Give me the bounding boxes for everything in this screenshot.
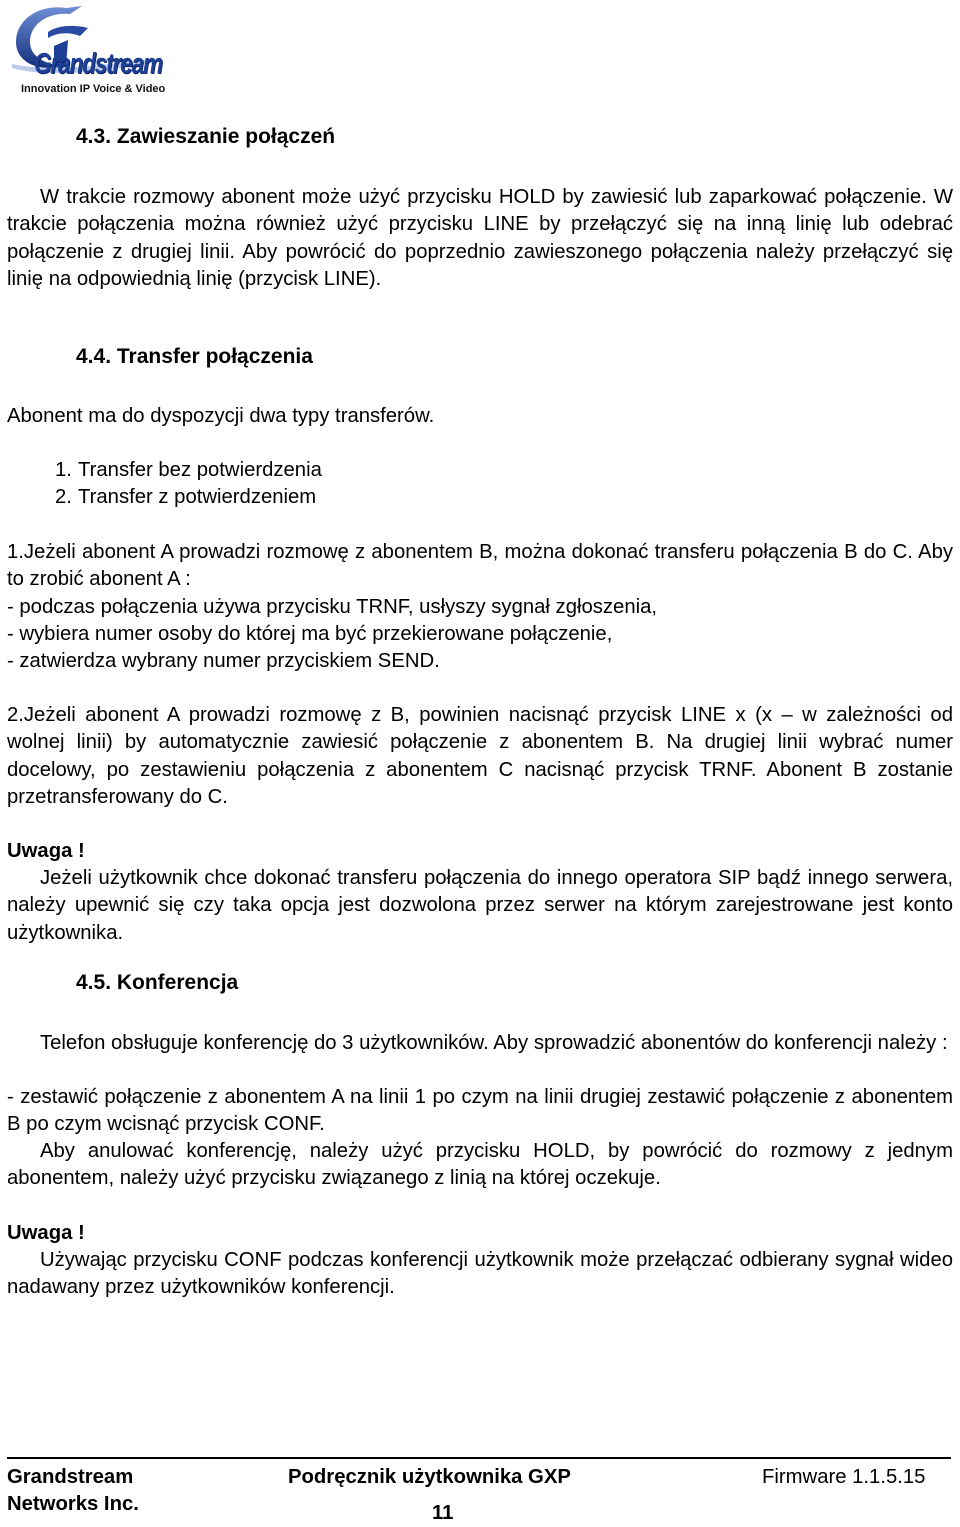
transfer-case-1: 1.Jeżeli abonent A prowadzi rozmowę z abonentem B, można dokonać transferu połączenia B do C. Aby to zrobić abonent A : - podczas połączenia używa przycisku TRNF, usłyszy sygnał zgłoszenia, - wybiera numer osoby do której ma być przekierowane połączenie, - zatwierdza wybrany numer przyciskiem SEND. [7, 541, 953, 673]
note-text-conference: Używając przycisku CONF podczas konferencji użytkownik może przełączać odbierany sygnał wideo nadawany przez użytkowników konferencji. [7, 1249, 953, 1299]
step: - wybiera numer osoby do której ma być przekierowane połączenie, [7, 622, 613, 645]
step: - podczas połączenia używa przycisku TRNF, usłyszy sygnał zgłoszenia, [7, 595, 658, 618]
note-text-transfer: Jeżeli użytkownik chce dokonać transferu połączenia do innego operatora SIP bądź innego serwera, należy upewnić się czy taka opcja jest dozwolona przez serwer na którym zarejestrowane jest konto użytkownika. [7, 867, 953, 944]
paragraph-hold: W trakcie rozmowy abonent może użyć przycisku HOLD by zawiesić lub zaparkować połączenie. W trakcie połączenia można również użyć przycisku LINE by przełączyć się na inną linię lub odebrać połączenie z drugiej linii. Aby powrócić do poprzednio zawieszonego połączenia należy przełączyć się linię na odpowiednią linię (przycisk LINE). [7, 186, 953, 290]
page-number: 11 [432, 1502, 454, 1524]
list-item: 1. Transfer bez potwierdzenia [55, 459, 322, 481]
logo-wordmark: Grandstream [34, 48, 162, 80]
conference-paragraph-3: Aby anulować konferencję, należy użyć przycisku HOLD, by powrócić do rozmowy z jednym abonentem, należy użyć przycisku związanego z linią na której oczekuje. [7, 1140, 953, 1190]
footer-divider [7, 1457, 951, 1459]
note-label-transfer: Uwaga ! [7, 840, 85, 862]
footer-company-line2: Networks Inc. [7, 1493, 139, 1515]
footer-title: Podręcznik użytkownika GXP [288, 1466, 571, 1488]
transfer-types-list [7, 457, 322, 512]
footer-firmware: Firmware 1.1.5.15 [762, 1466, 926, 1488]
logo-tagline: Innovation IP Voice & Video [21, 83, 166, 95]
heading-4-5: 4.5. Konferencja [76, 971, 239, 994]
page-header [0, 0, 960, 100]
grandstream-logo [8, 2, 166, 95]
conference-paragraph-2: - zestawić połączenie z abonentem A na linii 1 po czym na linii drugiej zestawić połączenie z abonentem B po czym wcisnąć przycisk CONF. [7, 1086, 953, 1136]
heading-4-4: 4.4. Transfer połączenia [76, 345, 313, 368]
heading-4-3: 4.3. Zawieszanie połączeń [76, 125, 336, 148]
transfer-case-2: 2.Jeżeli abonent A prowadzi rozmowę z B, powinien nacisnąć przycisk LINE x (x – w zależności od wolnej linii) by automatycznie zawiesić połączenie z abonentem B. Na drugiej linii wybrać numer docelowy, po zestawieniu połączenia z abonentem C nacisnąć przycisk TRNF. Abonent B zostanie przetransferowany do C. [7, 704, 953, 808]
conference-paragraph-1: Telefon obsługuje konferencję do 3 użytkowników. Aby sprowadzić abonentów do konferencji należy : [40, 1032, 948, 1054]
step: - zatwierdza wybrany numer przyciskiem SEND. [7, 650, 440, 673]
list-item: 2. Transfer z potwierdzeniem [55, 486, 317, 509]
note-label-conference: Uwaga ! [7, 1222, 85, 1244]
footer-company-line1: Grandstream [7, 1466, 134, 1488]
transfer-intro: Abonent ma do dyspozycji dwa typy transferów. [7, 405, 435, 427]
